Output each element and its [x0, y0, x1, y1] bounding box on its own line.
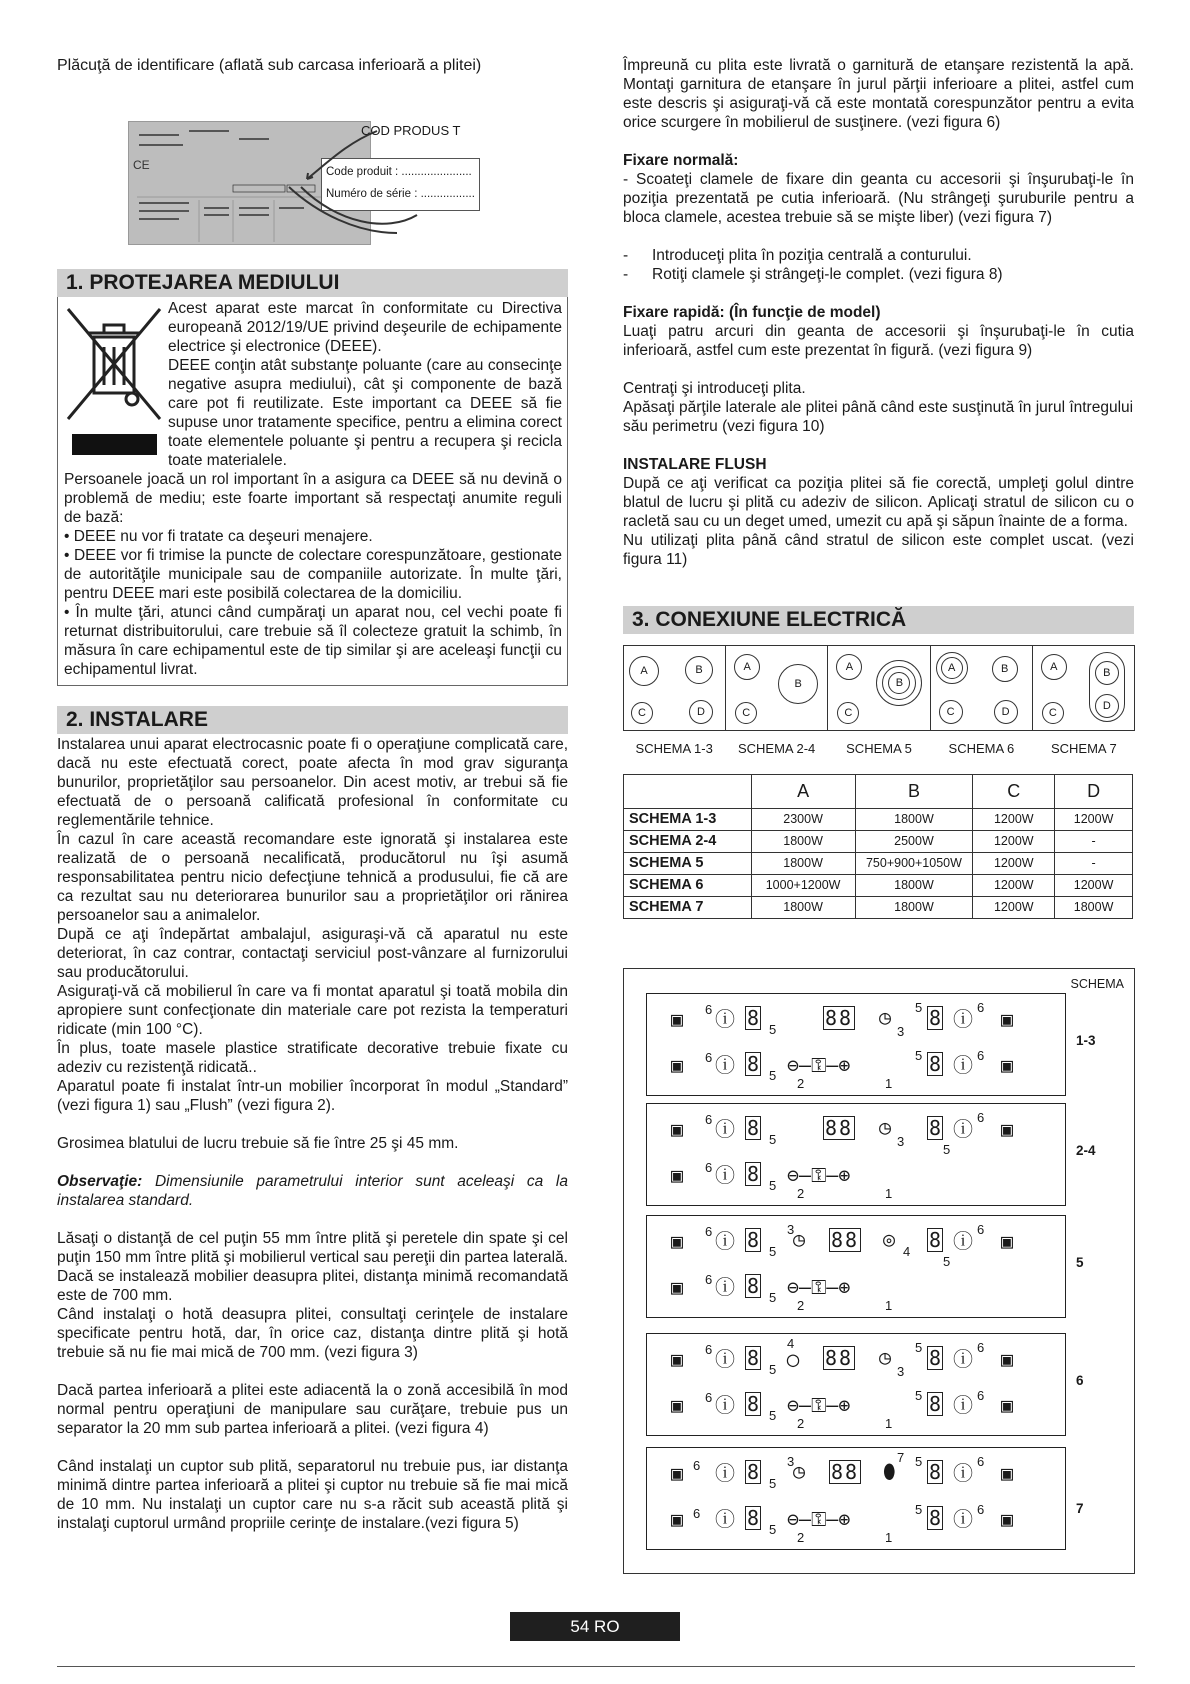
power-icon: ⓘ [715, 1053, 735, 1077]
table-row [624, 875, 1133, 897]
label-6: 6 [705, 1224, 713, 1239]
section-2-title: 2. INSTALARE [57, 706, 568, 734]
label-6: 6 [705, 1002, 713, 1017]
zone-b: B [1095, 661, 1119, 685]
digit-display: 8 [929, 1392, 942, 1416]
label-6: 6 [693, 1506, 701, 1521]
product-code-box [321, 158, 480, 211]
label-5: 5 [769, 1362, 777, 1377]
plate-caption: Plăcuţă de identificare (aflată sub carcasa inferioară a plitei) [57, 57, 482, 74]
label-2: 2 [797, 1530, 805, 1545]
zone-c: C [735, 702, 757, 724]
minus-icon: ⊖—⚿—⊕ [787, 1053, 851, 1077]
digit-display: 8 [929, 1460, 942, 1484]
header-cell: B [855, 775, 973, 809]
observation-text: Dimensiunile parametrului interior sunt aceleaşi ca la instalarea standard. [57, 1173, 568, 1209]
zone-indicator-icon: ▣ [671, 1347, 684, 1371]
label-5: 5 [915, 1340, 923, 1355]
label-1: 1 [885, 1530, 893, 1545]
digit-display: 8 [747, 1346, 760, 1370]
code-produit-line: Code produit : ...................... [326, 166, 472, 178]
zone-indicator-icon: ▣ [671, 1053, 684, 1077]
label-6: 6 [977, 1388, 985, 1403]
control-panel-7 [646, 1447, 1066, 1550]
row-label: SCHEMA 7 [624, 897, 752, 919]
zone-indicator-icon: ▣ [1001, 1117, 1014, 1141]
numero-serie-line: Numéro de série : ................. [326, 188, 475, 200]
label-3: 3 [787, 1222, 795, 1237]
row-label: SCHEMA 6 [624, 875, 752, 897]
zone-b: B [888, 672, 910, 694]
header-cell: A [751, 775, 855, 809]
digit-display: 8 [929, 1052, 942, 1076]
table-cell: 1800W [855, 809, 973, 831]
triple-zone-icon: ◎ [883, 1227, 896, 1251]
weee-rule-1: • DEEE nu vor fi tratate ca deşeuri menajere. [64, 528, 373, 545]
zone-indicator-icon: ▣ [671, 1117, 684, 1141]
control-row-top [647, 1336, 1065, 1380]
zone-d: D [1095, 694, 1119, 718]
label-3: 3 [897, 1364, 905, 1379]
fix-rapid-text: Luaţi patru arcuri din geanta de accesorii şi înşurubaţi-le în cutia inferioară, astfel cum este prezentat în figură. (vezi figura 9) [623, 323, 1134, 359]
zone-b-middle-ring [882, 666, 916, 700]
zone-c: C [1042, 702, 1064, 724]
control-row-bottom [647, 1156, 1065, 1201]
power-icon: ⓘ [715, 1117, 735, 1141]
table-row [624, 831, 1133, 853]
digit-display: 8 [747, 1392, 760, 1416]
table-cell: - [1055, 853, 1133, 875]
label-5: 5 [769, 1476, 777, 1491]
install-p11: Când instalaţi un cuptor sub plită, separatorul nu trebuie pus, iar distanţa minimă dintre partea inferioară a plitei şi cuptor nu trebuie să fie mai mică de 10 mm. Nu instalaţi un cuptor care nu s-a răcit sub această plită şi instalaţi cuptorul urmând propriile cerinţe de instalare.(vezi figura 5) [57, 1458, 568, 1532]
table-row [624, 853, 1133, 875]
weee-crossed-bin-icon [64, 303, 164, 455]
label-6: 6 [705, 1112, 713, 1127]
install-p8: Lăsaţi o distanţă de cel puţin 55 mm între plită şi peretele din spate şi cel puţin 150 mm între plită şi mobilierul vertical sau pereţii din partea laterală. Dacă se instalează mobilier deasupra plitei, distanţa minimă recomandată este de 700 mm. [57, 1230, 568, 1304]
timer-icon: ◷ [793, 1227, 806, 1251]
install-p5: În plus, toate masele plastice stratificate decorative trebuie fixate cu adeziv cu rezistenţă ridicată.. [57, 1040, 568, 1076]
scheme-1-3 [624, 646, 726, 730]
label-5: 5 [915, 1502, 923, 1517]
label-1: 1 [885, 1076, 893, 1091]
digit-display: 8 [747, 1116, 760, 1140]
digit-display: 8 [747, 1460, 760, 1484]
power-icon: ⓘ [953, 1229, 973, 1253]
label-7: 7 [897, 1450, 905, 1465]
digit-display: 8 [929, 1228, 942, 1252]
table-cell: 1200W [973, 831, 1055, 853]
observation-label: Observaţie: [57, 1173, 143, 1190]
zone-b-triple [876, 660, 922, 706]
label-5: 5 [769, 1290, 777, 1305]
zone-indicator-icon: ▣ [671, 1275, 684, 1299]
scheme-5 [828, 646, 930, 730]
timer-display: 88 [825, 1346, 854, 1370]
label-1: 1 [885, 1416, 893, 1431]
table-cell: 1200W [973, 809, 1055, 831]
fix-normal-title: Fixare normală: [623, 152, 739, 169]
zone-indicator-icon: ▣ [1001, 1347, 1014, 1371]
header-cell [624, 775, 752, 809]
centrati-text: Centraţi şi introduceţi plita. [623, 380, 806, 397]
flush-title: INSTALARE FLUSH [623, 456, 767, 473]
label-6: 6 [705, 1272, 713, 1287]
row-label: SCHEMA 2-4 [624, 831, 752, 853]
zone-indicator-icon: ▣ [671, 1229, 684, 1253]
panels-header: SCHEMA [1070, 977, 1124, 991]
scheme-label: SCHEMA 6 [948, 741, 1015, 756]
power-icon: ⓘ [953, 1461, 973, 1485]
minus-lock-plus-icon: ⊖—⚿—⊕ [787, 1507, 851, 1531]
panel-name: 5 [1076, 1255, 1084, 1270]
label-1: 1 [885, 1298, 893, 1313]
install-observation [57, 1172, 568, 1210]
power-icon: ⓘ [953, 1347, 973, 1371]
row-label: SCHEMA 5 [624, 853, 752, 875]
table-cell: 1200W [973, 875, 1055, 897]
zone-a: A [1041, 654, 1067, 680]
zone-indicator-icon: ▣ [671, 1393, 684, 1417]
control-row-top [647, 1000, 1065, 1040]
power-icon: ⓘ [715, 1461, 735, 1485]
zone-d: D [689, 700, 713, 724]
label-6: 6 [705, 1050, 713, 1065]
control-panel-2-4 [646, 1103, 1066, 1206]
label-5: 5 [769, 1022, 777, 1037]
table-cell: 1200W [973, 853, 1055, 875]
scheme-label: SCHEMA 7 [1050, 741, 1117, 756]
dash-item-1-text: Introduceţi plita în poziţia centrală a conturului. [652, 247, 972, 264]
label-1: 1 [885, 1186, 893, 1201]
zone-a-double [936, 652, 968, 684]
scheme-labels [623, 739, 1135, 758]
panel-name: 7 [1076, 1501, 1084, 1516]
table-cell: - [1055, 831, 1133, 853]
label-5: 5 [943, 1254, 951, 1269]
weee-rule-2: • DEEE vor fi trimise la puncte de colectare corespunzătoare, gestionate de autorităţile municipale sau de companiile autorizate. În multe ţări, pentru DEEE mari este posibilă colectarea de la domiciliu. [64, 547, 562, 602]
power-table [623, 774, 1133, 919]
install-p4: Asiguraţi-vă că mobilierul în care va fi montat aparatul şi toată mobila din apropiere sunt confecţionate din materiale care pot rezista la temperaturi ridicate (min 100 °C). [57, 983, 568, 1038]
table-cell: 1200W [1055, 809, 1133, 831]
label-6: 6 [977, 1502, 985, 1517]
digit-display: 8 [747, 1274, 760, 1298]
table-row [624, 897, 1133, 919]
install-p2: În cazul în care această recomandare este ignorată şi instalarea este realizată de o persoană necalificată, producătorul nu îşi asumă responsabilitatea pentru nicio defecţiune tehnică a produsului, fie că are ca rezultat sau nu deteriorarea bunurilor sau a proprietăţilor ori rănirea persoanelor sau a animalelor. [57, 831, 568, 924]
table-cell: 1800W [751, 897, 855, 919]
table-cell: 1000+1200W [751, 875, 855, 897]
flush-text-1: După ce aţi verificat ca poziţia plitei să fie corectă, umpleţi golul dintre blatul de lucru şi plită cu adeziv de silicon. Aplicaţi stratul de silicon cu o racletă sau cu un deget umed, umezit cu apă şi săpun înainte de a forma. [623, 475, 1134, 530]
label-6: 6 [705, 1342, 713, 1357]
minus-lock-plus-icon: ⊖—⚿—⊕ [787, 1275, 851, 1299]
label-6: 6 [977, 1000, 985, 1015]
control-panel-5 [646, 1215, 1066, 1318]
table-cell: 2500W [855, 831, 973, 853]
zone-indicator-icon: ▣ [1001, 1007, 1014, 1031]
weee-rules-intro: Persoanele joacă un rol important în a asigura ca DEEE să nu devină o problemă de mediu; este foarte important să respectaţi anumite reguli de bază: [64, 471, 562, 526]
zone-a: A [629, 656, 659, 686]
table-cell: 1800W [751, 853, 855, 875]
table-cell: 1200W [1055, 875, 1133, 897]
bridge-zone-icon: ⬮ [883, 1459, 896, 1483]
zone-indicator-icon: ▣ [1001, 1461, 1014, 1485]
power-icon: ⓘ [715, 1393, 735, 1417]
table-cell: 2300W [751, 809, 855, 831]
dash-item-2: - Rotiţi clamele şi strângeţi-le complet. (vezi figura 8) [623, 266, 1003, 283]
svg-text:CE: CE [133, 158, 150, 172]
zone-b: B [685, 656, 713, 684]
timer-display: 88 [825, 1116, 854, 1140]
timer-icon: ◷ [879, 1005, 892, 1029]
right-column [623, 56, 1134, 919]
install-p3: După ce aţi îndepărtat ambalajul, asiguraşi-vă că aparatul nu este deteriorat, în caz contrar, contactaţi serviciul post-vânzare al furnizorului sau producătorului. [57, 926, 568, 981]
install-p9: Când instalaţi o hotă deasupra plitei, consultaţi cerinţele de instalare specificate pentru hotă, dar, în orice caz, distanţa dintre plită şi hotă trebuie să nu fie mai mică de 700 mm. (vezi figura 3) [57, 1306, 568, 1361]
header-cell: D [1055, 775, 1133, 809]
header-cell: C [973, 775, 1055, 809]
digit-display: 8 [747, 1052, 760, 1076]
digit-display: 8 [747, 1006, 760, 1030]
control-row-top [647, 1222, 1065, 1269]
power-icon: ⓘ [953, 1117, 973, 1141]
zone-indicator-icon: ▣ [671, 1163, 684, 1187]
label-6: 6 [977, 1340, 985, 1355]
section-3-title: 3. CONEXIUNE ELECTRICĂ [623, 606, 1134, 634]
label-6: 6 [705, 1390, 713, 1405]
row-label: SCHEMA 1-3 [624, 809, 752, 831]
control-row-bottom [647, 1500, 1065, 1545]
timer-display: 88 [825, 1006, 854, 1030]
weee-rule-3: • În multe ţări, atunci când cumpăraţi un aparat nou, cel vechi poate fi returnat distribuitorului, care trebuie să îl colecteze gratuit la schimb, în măsura în care echipamentul este de tip similar şi are aceleaşi funcţii cu echipamentul livrat. [64, 604, 562, 678]
dash-item-1: - Introduceţi plita în poziţia centrală a conturului. [623, 247, 972, 264]
zone-indicator-icon: ▣ [671, 1507, 684, 1531]
dash-item-2-text: Rotiţi clamele şi strângeţi-le complet. (vezi figura 8) [652, 266, 1003, 283]
power-table-header [624, 775, 1133, 809]
left-column [57, 56, 568, 1533]
zone-indicator-icon: ▣ [1001, 1053, 1014, 1077]
power-icon: ⓘ [715, 1275, 735, 1299]
control-row-bottom [647, 1046, 1065, 1091]
page-number: 54 RO [510, 1612, 680, 1641]
weee-pollutants-text: DEEE conţin atât substanţe poluante (care au consecinţe negative asupra mediului), cât şi componente de bază care pot fi reutilizate. Este important ca DEEE să fie supuse unor tratamente specifice, pentru a elimina corect toate elementele poluante şi pentru a recupera şi recicla toate materialele. [168, 357, 562, 469]
digit-display: 8 [929, 1006, 942, 1030]
cod-produs-label: COD PRODUS T [361, 123, 461, 138]
install-p7: Grosimea blatului de lucru trebuie să fie între 25 şi 45 mm. [57, 1135, 459, 1152]
flush-text-2: Nu utilizaţi plita până când stratul de silicon este complet uscat. (vezi figura 11) [623, 532, 1134, 568]
table-cell: 1800W [855, 897, 973, 919]
table-row [624, 809, 1133, 831]
timer-icon: ◷ [879, 1115, 892, 1139]
apasati-text: Apăsaţi părţile laterale ale plitei până când este susţinută în jurul întregului său perimetru (vezi figura 10) [623, 399, 1134, 435]
zone-indicator-icon: ▣ [671, 1461, 684, 1485]
table-cell: 1800W [855, 875, 973, 897]
label-3: 3 [787, 1454, 795, 1469]
timer-icon: ◷ [879, 1345, 892, 1369]
footer-divider [57, 1666, 1135, 1667]
digit-display: 8 [747, 1162, 760, 1186]
label-4: 4 [903, 1244, 911, 1259]
control-panel-1-3 [646, 993, 1066, 1096]
power-icon: ⓘ [953, 1393, 973, 1417]
control-row-top [647, 1450, 1065, 1494]
install-p10: Dacă partea inferioară a plitei este adiacentă la o zonă accesibilă în mod normal pentru operaţiuni de manipulare sau curăţare, trebuie pus un separator la 20 mm sub partea inferioară a plitei. (vezi figura 4) [57, 1382, 568, 1437]
label-2: 2 [797, 1076, 805, 1091]
digit-display: 8 [747, 1506, 760, 1530]
power-icon: ⓘ [953, 1053, 973, 1077]
hob-schemes [623, 645, 1135, 731]
power-icon: ⓘ [715, 1229, 735, 1253]
table-cell: 1200W [973, 897, 1055, 919]
zone-a: A [836, 654, 862, 680]
timer-display: 88 [831, 1460, 860, 1484]
zone-indicator-icon: ▣ [1001, 1393, 1014, 1417]
identification-plate-figure [57, 83, 568, 253]
zone-c: C [631, 702, 653, 724]
control-row-top [647, 1110, 1065, 1157]
label-6: 6 [977, 1048, 985, 1063]
timer-display: 88 [831, 1228, 860, 1252]
digit-display: 8 [929, 1506, 942, 1530]
label-2: 2 [797, 1416, 805, 1431]
label-5: 5 [915, 1388, 923, 1403]
label-6: 6 [693, 1458, 701, 1473]
control-row-bottom [647, 1386, 1065, 1431]
table-cell: 750+900+1050W [855, 853, 973, 875]
panel-name: 2-4 [1076, 1143, 1096, 1158]
label-6: 6 [977, 1110, 985, 1125]
minus-lock-plus-icon: ⊖—⚿—⊕ [787, 1163, 851, 1187]
label-5: 5 [769, 1132, 777, 1147]
zone-c: C [837, 702, 859, 724]
zone-b: B [992, 656, 1018, 682]
table-cell: 1800W [1055, 897, 1133, 919]
digit-display: 8 [929, 1346, 942, 1370]
section-1-title: 1. PROTEJAREA MEDIULUI [57, 269, 568, 297]
zone-indicator-icon: ▣ [1001, 1229, 1014, 1253]
scheme-7 [1033, 646, 1134, 730]
scheme-label: SCHEMA 1-3 [635, 741, 713, 756]
power-icon: ⓘ [715, 1347, 735, 1371]
fix-rapid-title: Fixare rapidă: (În funcţie de model) [623, 304, 881, 321]
power-icon: ⓘ [715, 1163, 735, 1187]
install-p1: Instalarea unui aparat electrocasnic poate fi o operaţiune complicată care, dacă nu este efectuată corect, poate afecta în mod grav siguranţa bunurilor, proprietăţilor sau persoanelor. Din acest motiv, ar trebui să fie efectuată de o persoană calificată profesional în conformitate cu reglementările tehnice. [57, 736, 568, 829]
zone-d: D [994, 700, 1018, 724]
control-panel-schemes [623, 968, 1135, 1574]
label-2: 2 [797, 1186, 805, 1201]
environment-box [57, 297, 568, 686]
label-5: 5 [769, 1178, 777, 1193]
scheme-2-4 [726, 646, 828, 730]
label-6: 6 [705, 1160, 713, 1175]
digit-display: 8 [929, 1116, 942, 1140]
installation-text [57, 735, 568, 1533]
power-icon: ⓘ [715, 1007, 735, 1031]
zone-a: A [941, 657, 963, 679]
digit-display: 8 [747, 1228, 760, 1252]
label-6: 6 [977, 1454, 985, 1469]
power-icon: ⓘ [953, 1007, 973, 1031]
label-5: 5 [943, 1142, 951, 1157]
zone-indicator-icon: ▣ [1001, 1507, 1014, 1531]
timer-icon: ◷ [793, 1459, 806, 1483]
label-5: 5 [915, 1000, 923, 1015]
panel-name: 1-3 [1076, 1033, 1096, 1048]
label-3: 3 [897, 1024, 905, 1039]
dual-zone-icon: ◯ [787, 1347, 800, 1371]
label-4: 4 [787, 1336, 795, 1351]
power-icon: ⓘ [953, 1507, 973, 1531]
label-5: 5 [769, 1244, 777, 1259]
control-panel-6 [646, 1333, 1066, 1436]
table-cell: 1800W [751, 831, 855, 853]
zone-c: C [939, 700, 963, 724]
label-5: 5 [915, 1454, 923, 1469]
label-5: 5 [769, 1408, 777, 1423]
fix-normal-text: - Scoateţi clamele de fixare din geanta cu accesorii şi înşurubaţi-le în poziţia prezentată pe cutia inferioară. (Nu strângeţi şuruburile pentru a bloca clamele, acestea trebuie să se mişte liber) (vezi figura 7) [623, 171, 1134, 226]
panel-name: 6 [1076, 1373, 1084, 1388]
power-icon: ⓘ [715, 1507, 735, 1531]
label-2: 2 [797, 1298, 805, 1313]
label-3: 3 [897, 1134, 905, 1149]
scheme-label: SCHEMA 2-4 [737, 741, 816, 756]
label-5: 5 [769, 1522, 777, 1537]
label-6: 6 [977, 1222, 985, 1237]
zone-a: A [734, 654, 760, 680]
weee-underline-bar [72, 434, 157, 455]
weee-directive-text: Acest aparat este marcat în conformitate cu Directiva europeană 2012/19/UE privind deşeurile de echipamente electrice şi electronice (DEEE). [168, 300, 562, 355]
label-5: 5 [769, 1068, 777, 1083]
zone-indicator-icon: ▣ [671, 1007, 684, 1031]
scheme-label: SCHEMA 5 [846, 741, 912, 756]
zone-b: B [778, 664, 818, 704]
seal-text: Împreună cu plita este livrată o garnitură de etanşare rezistentă la apă. Montaţi garnitura de etanşare în jurul părţii inferioare a plitei, astfel cum este descris şi asiguraţi-vă că este montată corespunzător pentru a evita orice scurgere în mobilierul de susţinere. (vezi figura 6) [623, 57, 1134, 131]
label-5: 5 [915, 1048, 923, 1063]
install-p6: Aparatul poate fi instalat într-un mobilier încorporat în modul „Standard” (vezi figura 1) sau „Flush” (vezi figura 2). [57, 1078, 568, 1114]
control-row-bottom [647, 1268, 1065, 1313]
minus-lock-plus-icon: ⊖—⚿—⊕ [787, 1393, 851, 1417]
scheme-6 [931, 646, 1033, 730]
